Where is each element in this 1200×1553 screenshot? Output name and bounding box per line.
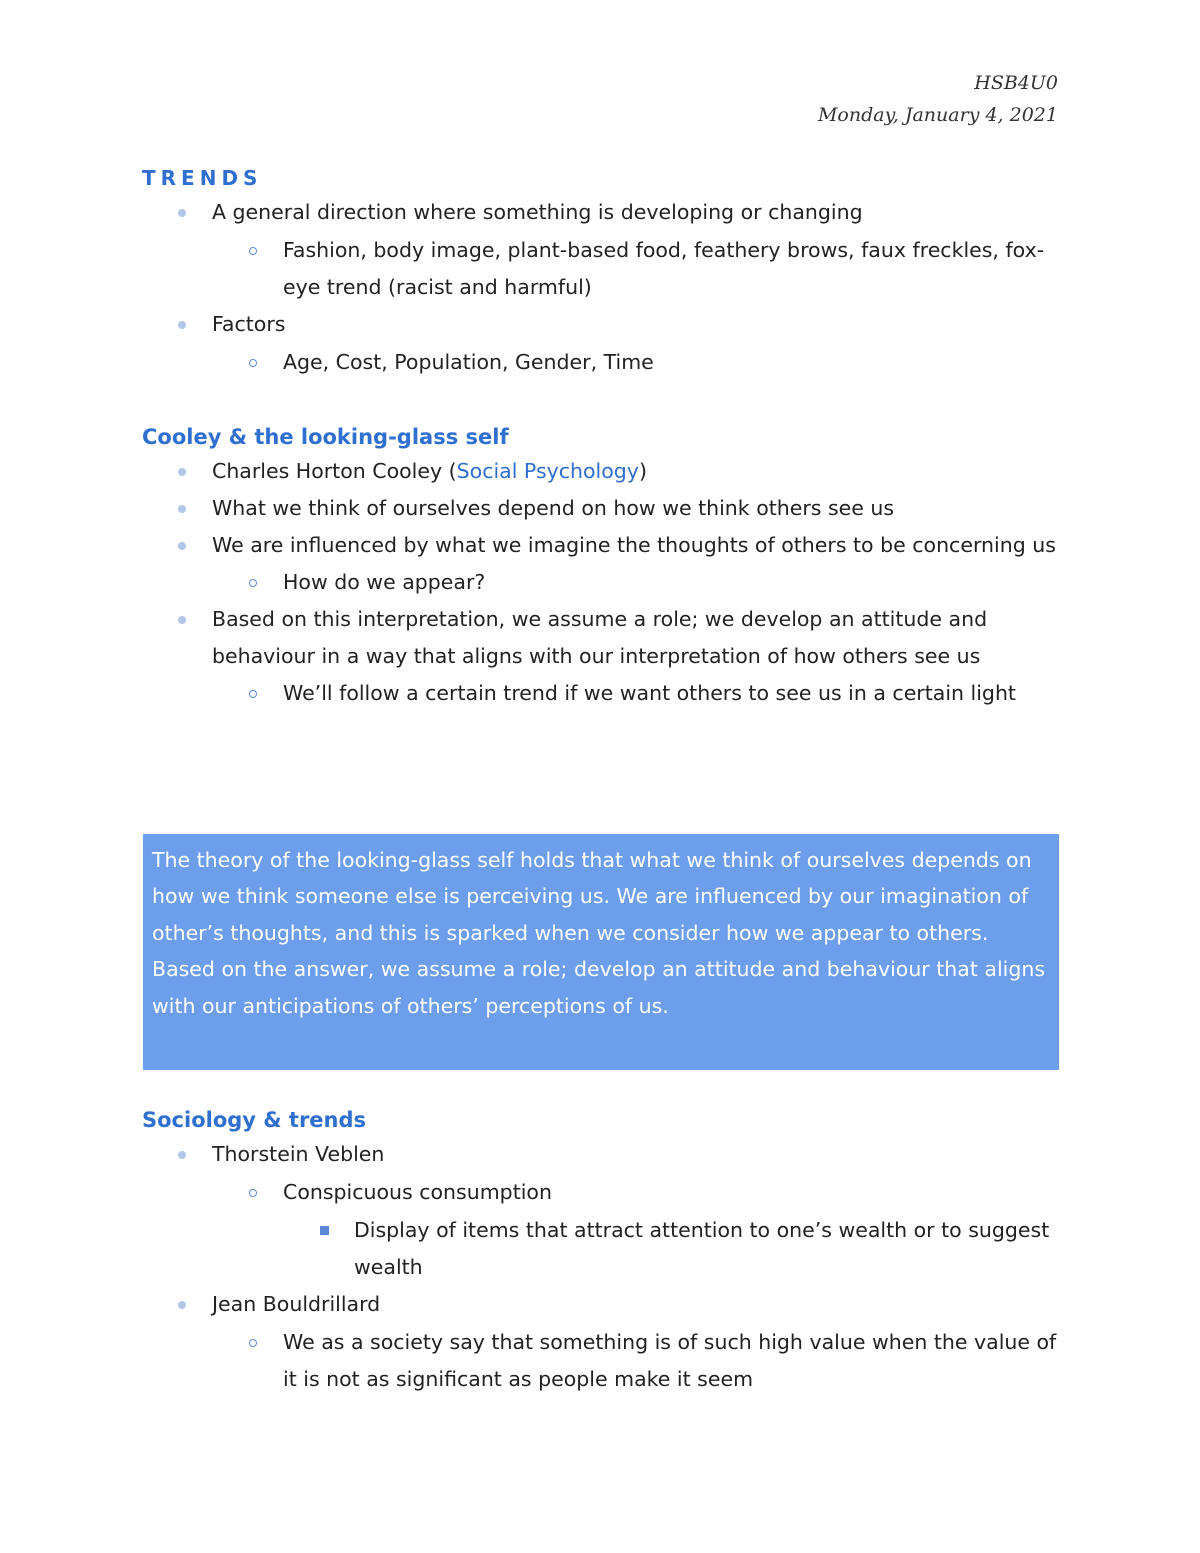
trends-examples: Fashion, body image, plant-based food, feathery brows, faux freckles, fox-eye trend (racist and harmful) xyxy=(283,238,1045,299)
list-item xyxy=(142,306,1058,381)
cooley-name-suffix: ) xyxy=(638,459,647,483)
bullet-ring-icon xyxy=(243,344,263,381)
list-item xyxy=(142,1286,1058,1398)
cooley-heading: Cooley & the looking-glass self xyxy=(142,425,509,449)
sociology-section xyxy=(142,1105,1058,1398)
cooley-section xyxy=(142,422,1058,712)
cooley-point: What we think of ourselves depend on how we think others see us xyxy=(212,496,895,520)
trends-factors-label: Factors xyxy=(212,312,286,336)
cooley-name-prefix: Charles Horton Cooley ( xyxy=(212,459,457,483)
cooley-subpoint: How do we appear? xyxy=(283,570,486,594)
baudrillard-name: Jean Bouldrillard xyxy=(212,1292,381,1316)
bullet-ring-icon xyxy=(243,564,263,601)
list-item xyxy=(142,194,1058,306)
bullet-dot-icon xyxy=(172,194,192,231)
list-item xyxy=(142,1174,1058,1286)
trends-section xyxy=(142,163,1058,381)
bullet-ring-icon xyxy=(243,1174,263,1211)
list-item xyxy=(142,601,1058,712)
bullet-dot-icon xyxy=(172,601,192,638)
bullet-square-icon xyxy=(314,1212,334,1249)
list-item xyxy=(142,344,1058,381)
veblen-definition: Display of items that attract attention to one’s wealth or to suggest wealth xyxy=(354,1218,1050,1279)
baudrillard-point: We as a society say that something is of such high value when the value of it is not as significant as people make it seem xyxy=(283,1330,1057,1391)
list-item xyxy=(142,232,1058,306)
cooley-point: Based on this interpretation, we assume a role; we develop an attitude and behaviour in a way that aligns with our interpretation of how others see us xyxy=(212,607,988,668)
sociology-heading: Sociology & trends xyxy=(142,1108,367,1132)
cooley-point: We are influenced by what we imagine the thoughts of others to be concerning us xyxy=(212,533,1056,557)
summary-callout xyxy=(143,834,1059,1070)
list-item xyxy=(142,675,1058,712)
bullet-dot-icon xyxy=(172,1286,192,1323)
bullet-ring-icon xyxy=(243,232,263,269)
veblen-concept: Conspicuous consumption xyxy=(283,1180,552,1204)
trends-definition: A general direction where something is developing or changing xyxy=(212,200,863,224)
bullet-dot-icon xyxy=(172,453,192,490)
course-code: HSB4U0 xyxy=(974,72,1058,94)
list-item xyxy=(142,564,1058,601)
list-item xyxy=(142,1212,1058,1286)
bullet-ring-icon xyxy=(243,1324,263,1361)
social-psychology-label: Social Psychology xyxy=(456,459,639,483)
list-item xyxy=(142,527,1058,601)
veblen-name: Thorstein Veblen xyxy=(212,1142,385,1166)
bullet-dot-icon xyxy=(172,527,192,564)
list-item xyxy=(142,1324,1058,1398)
summary-text: The theory of the looking-glass self holds that what we think of ourselves depends on how we think someone else is perceiving us. We are influenced by our imagination of other’s thoughts, and this is sparked when we consider how we appear to others. Based on the answer, we assume a role; develop an attitude and behaviour that aligns with our anticipations of others’ perceptions of us. xyxy=(152,848,1046,1018)
bullet-dot-icon xyxy=(172,490,192,527)
bullet-ring-icon xyxy=(243,675,263,712)
list-item xyxy=(142,490,1058,527)
cooley-subpoint: We’ll follow a certain trend if we want others to see us in a certain light xyxy=(283,681,1016,705)
list-item xyxy=(142,1136,1058,1286)
trends-heading: TRENDS xyxy=(142,166,263,190)
list-item xyxy=(142,453,1058,490)
bullet-dot-icon xyxy=(172,306,192,343)
note-date: Monday, January 4, 2021 xyxy=(817,104,1058,126)
trends-factors: Age, Cost, Population, Gender, Time xyxy=(283,350,654,374)
bullet-dot-icon xyxy=(172,1136,192,1173)
